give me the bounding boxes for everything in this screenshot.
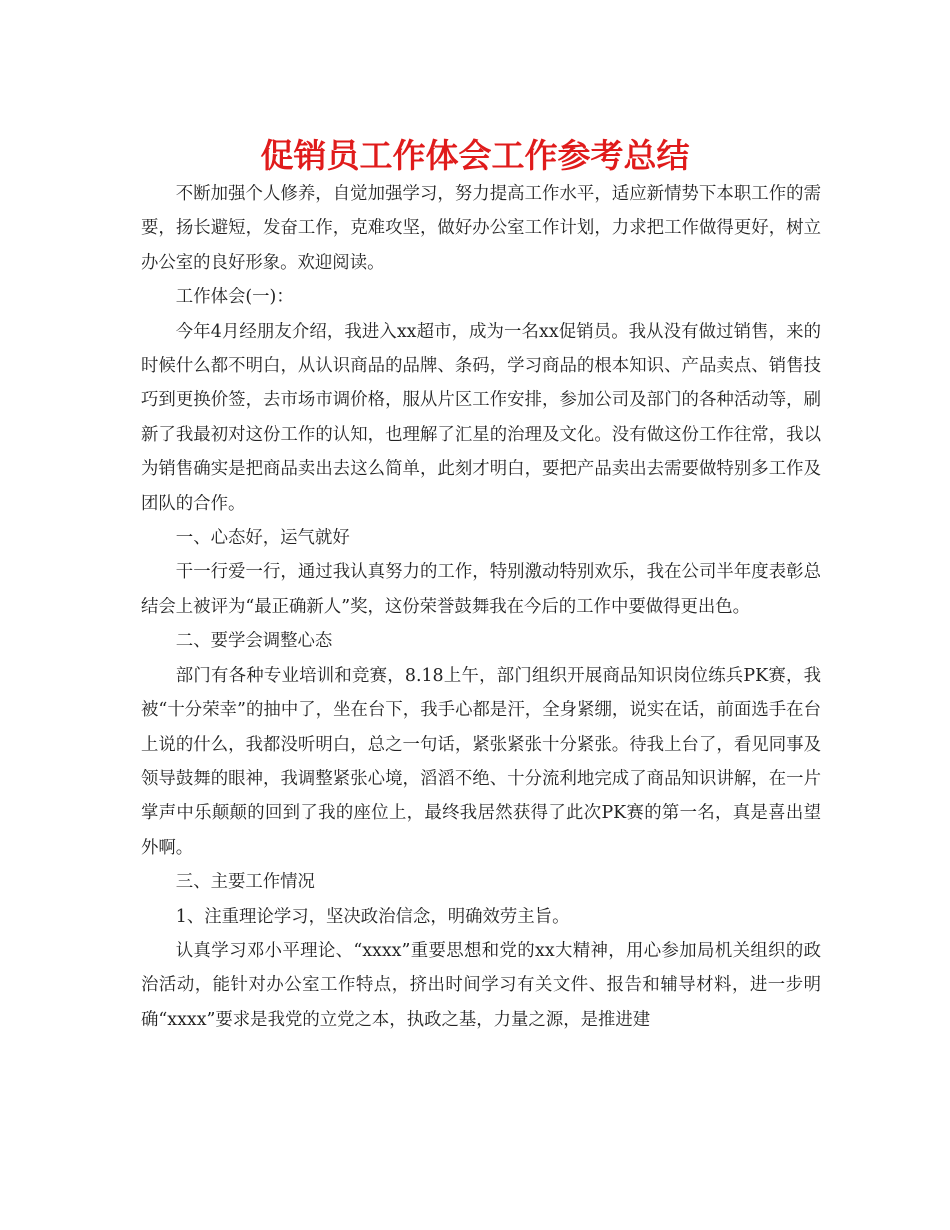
- document-body: [141, 177, 821, 1037]
- document-title: 促销员工作体会工作参考总结: [260, 136, 690, 175]
- section-heading-experience-one: 工作体会(一)：: [175, 287, 294, 308]
- section-heading: 三、主要工作情况: [175, 872, 315, 893]
- intro-paragraph: 不断加强个人修养，自觉加强学习，努力提高工作水平，适应新情势下本职工作的需要，扬长避短，发奋工作，克难攻坚，做好办公室工作计划，力求把工作做得更好，树立办公室的良好形象。欢迎阅读。: [141, 184, 821, 273]
- body-paragraph: 干一行爱一行，通过我认真努力的工作，特别激动特别欢乐，我在公司半年度表彰总结会上被评为“最正确新人”奖，这份荣誉鼓舞我在今后的工作中要做得更出色。: [141, 562, 821, 617]
- sub-heading: 1、注重理论学习，坚决政治信念，明确效劳主旨。: [175, 906, 570, 927]
- section-heading: 二、要学会调整心态: [175, 631, 333, 652]
- body-paragraph: 今年4月经朋友介绍，我进入xx超市，成为一名xx促销员。我从没有做过销售，来的时候什么都不明白，从认识商品的品牌、条码，学习商品的根本知识、产品卖点、销售技巧到更换价签，去市场市调价格，服从片区工作安排，参加公司及部门的各种活动等，刷新了我最初对这份工作的认知，也理解了汇星的治理及文化。没有做这份工作往常，我以为销售确实是把商品卖出去这么简单，此刻才明白，要把产品卖出去需要做特别多工作及团队的合作。: [141, 321, 821, 514]
- body-paragraph: 部门有各种专业培训和竞赛，8.18上午，部门组织开展商品知识岗位练兵PK赛，我被“十分荣幸”的抽中了，坐在台下，我手心都是汗，全身紧绷，说实在话，前面选手在台上说的什么，我都没听明白，总之一句话，紧张紧张十分紧张。待我上台了，看见同事及领导鼓舞的眼神，我调整紧张心境，滔滔不绝、十分流利地完成了商品知识讲解，在一片掌声中乐颠颠的回到了我的座位上，最终我居然获得了此次PK赛的第一名，真是喜出望外啊。: [141, 665, 821, 858]
- body-paragraph: 认真学习邓小平理论、“xxxx”重要思想和党的xx大精神，用心参加局机关组织的政治活动，能针对办公室工作特点，挤出时间学习有关文件、报告和辅导材料，进一步明确“xxxx”要求是我党的立党之本，执政之基，力量之源，是推进建: [141, 940, 821, 1030]
- section-heading: 一、心态好，运气就好: [175, 528, 350, 549]
